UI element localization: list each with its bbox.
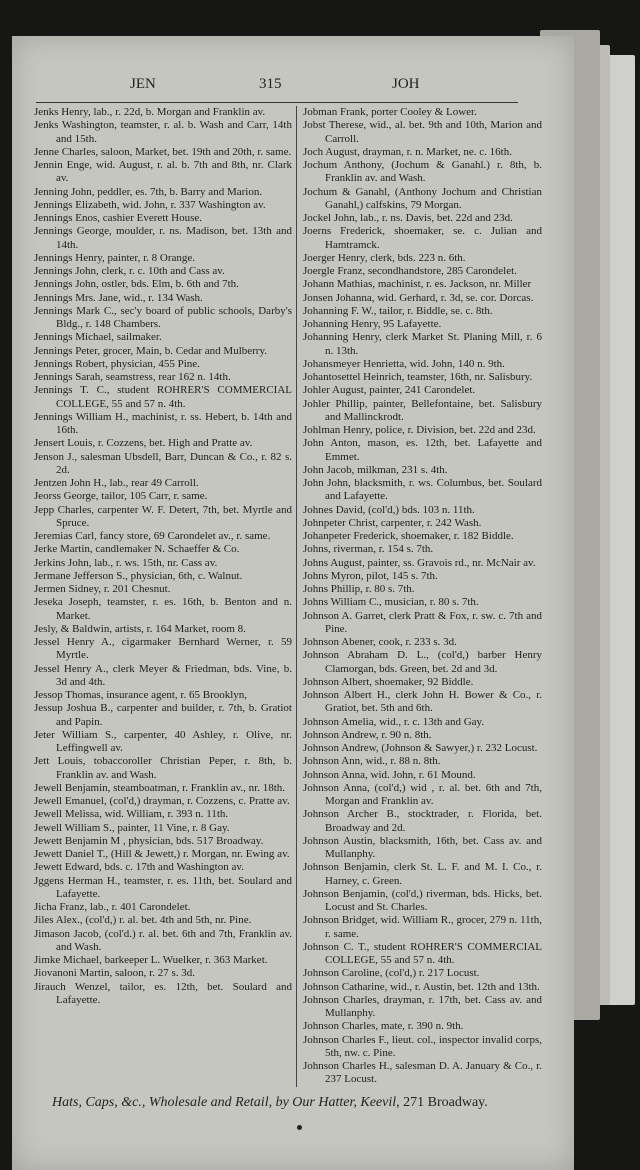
directory-entry: Johlman Henry, police, r. Division, bet. 22d and 23d.: [303, 424, 536, 436]
directory-entry: Johnson Archer B., stocktrader, r. Florida, bet. Broadway and 2d.: [303, 808, 542, 834]
directory-entry: Johns Myron, pilot, 145 s. 7th.: [303, 569, 438, 582]
directory-entry: Jessop Thomas, insurance agent, r. 65 Brooklyn,: [34, 689, 248, 701]
directory-entry: Jennin Enge, wid. August, r. al. b. 7th and 8th, nr. Clark av.: [34, 159, 292, 185]
footer-ad-address: 271 Broadway.: [403, 1094, 488, 1110]
directory-entry: Johann Mathias, machinist, r. es. Jackson, nr. Miller: [303, 278, 532, 291]
directory-entry: Jonsen Johanna, wid. Gerhard, r. 3d, se. cor. Dorcas.: [303, 291, 534, 304]
directory-entry: Johanning F. W., tailor, r. Biddle, se. c. 8th.: [303, 304, 493, 317]
footer-advertisement: [52, 1095, 574, 1111]
directory-entry: Johanning Henry, clerk Market St. Planing Mill, r. 6 n. 13th.: [303, 331, 542, 357]
directory-entry: Joerger Henry, clerk, bds. 223 n. 6th.: [303, 251, 466, 264]
directory-entry: Jobst Therese, wid., al. bet. 9th and 10th, Marion and Carroll.: [303, 119, 542, 145]
directory-entry: Johnson Benjamin, (col'd,) riverman, bds. Hicks, bet. Locust and St. Charles.: [303, 887, 542, 913]
directory-entry: John Anton, mason, es. 12th, bet. Lafayette and Emmet.: [303, 437, 542, 463]
guide-word-left: JEN: [130, 76, 156, 92]
directory-entry: Jentzen John H., lab., rear 49 Carroll.: [34, 477, 199, 489]
directory-entry: Joch August, drayman, r. n. Market, ne. c. 16th.: [303, 145, 512, 158]
directory-entry: Jggens Herman H., teamster, r. es. 11th, bet. Soulard and Lafayette.: [34, 874, 292, 900]
directory-entry: Johnpeter Christ, carpenter, r. 242 Wash.: [303, 516, 482, 529]
directory-entry: Johnson Anna, wid. John, r. 61 Mound.: [303, 768, 476, 781]
directory-entry: Jessel Henry A., clerk Meyer & Friedman, bds. Vine, b. 3d and 4th.: [34, 662, 292, 688]
directory-entry: Johns Phillip, r. 80 s. 7th.: [303, 583, 415, 595]
directory-entry: Jessup Joshua B., carpenter and builder, r. 7th, b. Gratiot and Papin.: [34, 702, 292, 728]
directory-entry: Johnson Austin, blacksmith, 16th, bet. Cass av. and Mullanphy.: [303, 834, 542, 860]
header-rule: [36, 102, 518, 103]
directory-entry: Jewett Benjamin M , physician, bds. 517 Broadway.: [34, 834, 264, 847]
directory-entry: Jewell Emanuel, (col'd,) drayman, r. Cozzens, c. Pratte av.: [34, 795, 290, 807]
directory-entry: Jiovanoni Martin, saloon, r. 27 s. 3d.: [34, 967, 196, 980]
directory-entry: Johnson Caroline, (col'd,) r. 217 Locust.: [303, 967, 480, 980]
directory-entry: Jewett Daniel T., (Hill & Jewett,) r. Morgan, nr. Ewing av.: [34, 848, 290, 860]
directory-entry: Jewell Melissa, wid. William, r. 393 n. 11th.: [34, 808, 229, 821]
directory-entry: Jennings John, clerk, r. c. 10th and Cass av.: [34, 265, 225, 277]
directory-entry: Johnson Charles, drayman, r. 17th, bet. Cass av. and Mullanphy.: [303, 993, 542, 1019]
directory-entry: Jerke Martin, candlemaker N. Schaeffer & Co.: [34, 543, 240, 556]
footer-ad-text: Hats, Caps, &c., Wholesale and Retail, by Our Hatter, Keevil,: [52, 1094, 400, 1110]
directory-entry: Johnson Charles F., lieut. col., inspector invalid corps, 5th, nw. c. Pine.: [303, 1033, 542, 1059]
directory-entry: Jerkins John, lab., r. ws. 15th, nr. Cass av.: [34, 556, 218, 569]
directory-entry: Johnson Albert, shoemaker, 92 Biddle.: [303, 675, 474, 688]
directory-entry: Jennings Michael, sailmaker.: [34, 331, 162, 344]
directory-entry: Jermane Jefferson S., physician, 6th, c. Walnut.: [34, 569, 243, 582]
directory-entry: Johnes David, (col'd,) bds. 103 n. 11th.: [303, 503, 475, 516]
directory-entry: Johnson Ann, wid., r. 88 n. 8th.: [303, 755, 441, 768]
directory-entry: Jewett Edward, bds. c. 17th and Washington av.: [34, 861, 244, 874]
directory-entry: Jeremias Carl, fancy store, 69 Carondelet av., r. same.: [34, 530, 271, 542]
left-column: [34, 106, 296, 1007]
directory-entry: Jennings T. C., student ROHRER'S COMMERCIAL COLLEGE, 55 and 57 n. 4th.: [34, 384, 292, 410]
guide-word-right: JOH: [392, 76, 420, 92]
directory-entry: Jeter William S., carpenter, 40 Ashley, r. Olive, nr. Leffingwell av.: [34, 728, 292, 754]
directory-entry: Jewell Benjamin, steamboatman, r. Franklin av., nr. 18th.: [34, 781, 286, 794]
directory-entry: Johnson Bridget, wid. William R., grocer, 279 n. 11th, r. same.: [303, 914, 542, 940]
directory-entry: Jennings Henry, painter, r. 8 Orange.: [34, 251, 196, 264]
page-number: 315: [259, 76, 282, 92]
directory-entry: Johnson C. T., student ROHRER'S COMMERCIAL COLLEGE, 55 and 57 n. 4th.: [303, 940, 542, 966]
directory-entry: Johnson A. Garret, clerk Pratt & Fox, r. sw. c. 7th and Pine.: [303, 609, 542, 635]
directory-entry: Johnson Abraham D. L., (col'd,) barber Henry Clamorgan, bds. Green, bet. 2d and 3d.: [303, 649, 542, 675]
directory-entry: Jenne Charles, saloon, Market, bet. 19th and 20th, r. same.: [34, 145, 292, 158]
directory-entry: Johnson Anna, (col'd,) wid , r. al. bet. 6th and 7th, Morgan and Franklin av.: [303, 781, 542, 807]
directory-entry: Johler August, painter, 241 Carondelet.: [303, 384, 476, 397]
directory-page: [12, 36, 574, 1170]
directory-entry: Jirauch Wenzel, tailor, es. 12th, bet. Soulard and Lafayette.: [34, 980, 292, 1006]
directory-entry: Joergle Franz, secondhandstore, 285 Carondelet.: [303, 265, 517, 277]
directory-entry: Jenks Washington, teamster, r. al. b. Wash and Carr, 14th and 15th.: [34, 119, 292, 145]
directory-entry: Johns, riverman, r. 154 s. 7th.: [303, 543, 434, 556]
directory-entry: Jermen Sidney, r. 201 Chesnut.: [34, 583, 171, 595]
directory-entry: Johansmeyer Henrietta, wid. John, 140 n. 9th.: [303, 357, 505, 370]
directory-entry: Jeseka Joseph, teamster, r. es. 16th, b. Benton and n. Market.: [34, 596, 292, 622]
directory-entry: Johnson Amelia, wid., r. c. 13th and Gay.: [303, 715, 485, 728]
directory-entry: Jeorss George, tailor, 105 Carr, r. same.: [34, 490, 208, 503]
signature-mark: [297, 1125, 302, 1130]
directory-entry: Jenning John, peddler, es. 7th, b. Barry and Marion.: [34, 185, 263, 198]
directory-entry: Jenks Henry, lab., r. 22d, b. Morgan and Franklin av.: [34, 106, 266, 118]
directory-entry: Jewell William S., painter, 11 Vine, r. 8 Gay.: [34, 821, 230, 834]
directory-entry: Jesly, & Baldwin, artists, r. 164 Market, room 8.: [34, 622, 246, 635]
directory-entry: Johnson Andrew, r. 90 n. 8th.: [303, 728, 432, 741]
directory-entry: Johantosettel Heinrich, teamster, 16th, nr. Salisbury.: [303, 371, 533, 383]
directory-entry: Jochum & Ganahl, (Anthony Jochum and Christian Ganahl,) calfskins, 79 Morgan.: [303, 185, 542, 211]
directory-entry: Johnson Andrew, (Johnson & Sawyer,) r. 232 Locust.: [303, 742, 538, 754]
directory-entry: Jochum Anthony, (Jochum & Ganahl.) r. 8th, b. Franklin av. and Wash.: [303, 159, 542, 185]
directory-entry: Johler Phillip, painter, Bellefontaine, bet. Salisbury and Mallinckrodt.: [303, 397, 542, 423]
directory-entry: Jicha Franz, lab., r. 401 Carondelet.: [34, 901, 191, 913]
directory-entry: Jennings Sarah, seamstress, rear 162 n. 14th.: [34, 371, 231, 383]
directory-entry: Johnson Albert H., clerk John H. Bower & Co., r. Gratiot, bet. 5th and 6th.: [303, 689, 542, 715]
directory-entry: Jennings Robert, physician, 455 Pine.: [34, 357, 200, 370]
directory-entry: Jennings George, moulder, r. ns. Madison, bet. 13th and 14th.: [34, 225, 292, 251]
directory-entry: Jennings Elizabeth, wid. John, r. 337 Washington av.: [34, 198, 266, 211]
directory-entry: Jennings Enos, cashier Everett House.: [34, 212, 203, 224]
directory-entry: Johanning Henry, 95 Lafayette.: [303, 318, 442, 330]
directory-entry: Jennings William H., machinist, r. ss. Hebert, b. 14th and 16th.: [34, 410, 292, 436]
directory-entry: Jenson J., salesman Ubsdell, Barr, Duncan & Co., r. 82 s. 2d.: [34, 450, 292, 476]
directory-entry: Jimason Jacob, (col'd.) r. al. bet. 6th and 7th, Franklin av. and Wash.: [34, 927, 292, 953]
directory-entry: Jennings Mark C., sec'y board of public schools, Darby's Bldg., r. 148 Chambers.: [34, 304, 292, 330]
columns: [12, 106, 574, 1087]
directory-entry: John John, blacksmith, r. ws. Columbus, bet. Soulard and Lafayette.: [303, 477, 542, 503]
directory-entry: Jennings Mrs. Jane, wid., r. 134 Wash.: [34, 291, 203, 304]
directory-entry: Johnson Charles H., salesman D. A. January & Co., r. 237 Locust.: [303, 1060, 542, 1086]
directory-entry: Johnson Benjamin, clerk St. L. F. and M. I. Co., r. Harney, c. Green.: [303, 861, 542, 887]
directory-entry: Joerns Frederick, shoemaker, se. c. Julian and Hamtramck.: [303, 225, 542, 251]
directory-entry: Johns August, painter, ss. Gravois rd., nr. McNair av.: [303, 556, 536, 569]
directory-entry: Jiles Alex., (col'd,) r. al. bet. 4th and 5th, nr. Pine.: [34, 914, 252, 927]
directory-entry: Jimke Michael, barkeeper L. Wuelker, r. 363 Market.: [34, 954, 268, 966]
directory-entry: Jensert Louis, r. Cozzens, bet. High and Pratte av.: [34, 437, 253, 450]
directory-entry: Jennings John, ostler, bds. Elm, b. 6th and 7th.: [34, 278, 239, 291]
directory-entry: Jett Louis, tobaccoroller Christian Peper, r. 8th, b. Franklin av. and Wash.: [34, 755, 292, 781]
right-column: [296, 106, 542, 1087]
directory-entry: Jepp Charles, carpenter W. F. Detert, 7th, bet. Myrtle and Spruce.: [34, 503, 292, 529]
directory-entry: Johnson Catharine, wid., r. Austin, bet. 12th and 13th.: [303, 980, 540, 993]
directory-entry: John Jacob, milkman, 231 s. 4th.: [303, 463, 448, 476]
directory-entry: Johnson Abener, cook, r. 233 s. 3d.: [303, 636, 457, 648]
directory-entry: Jessel Henry A., cigarmaker Bernhard Werner, r. 59 Myrtle.: [34, 636, 292, 662]
directory-entry: Johanpeter Frederick, shoemaker, r. 182 Biddle.: [303, 530, 514, 542]
running-header: [12, 36, 574, 102]
directory-entry: Johnson Charles, mate, r. 390 n. 9th.: [303, 1020, 464, 1033]
directory-entry: Jobman Frank, porter Cooley & Lower.: [303, 106, 477, 118]
directory-entry: Jennings Peter, grocer, Main, b. Cedar and Mulberry.: [34, 344, 268, 357]
directory-entry: Jockel John, lab., r. ns. Davis, bet. 22d and 23d.: [303, 212, 513, 224]
directory-entry: Johns William C., musician, r. 80 s. 7th.: [303, 596, 479, 609]
